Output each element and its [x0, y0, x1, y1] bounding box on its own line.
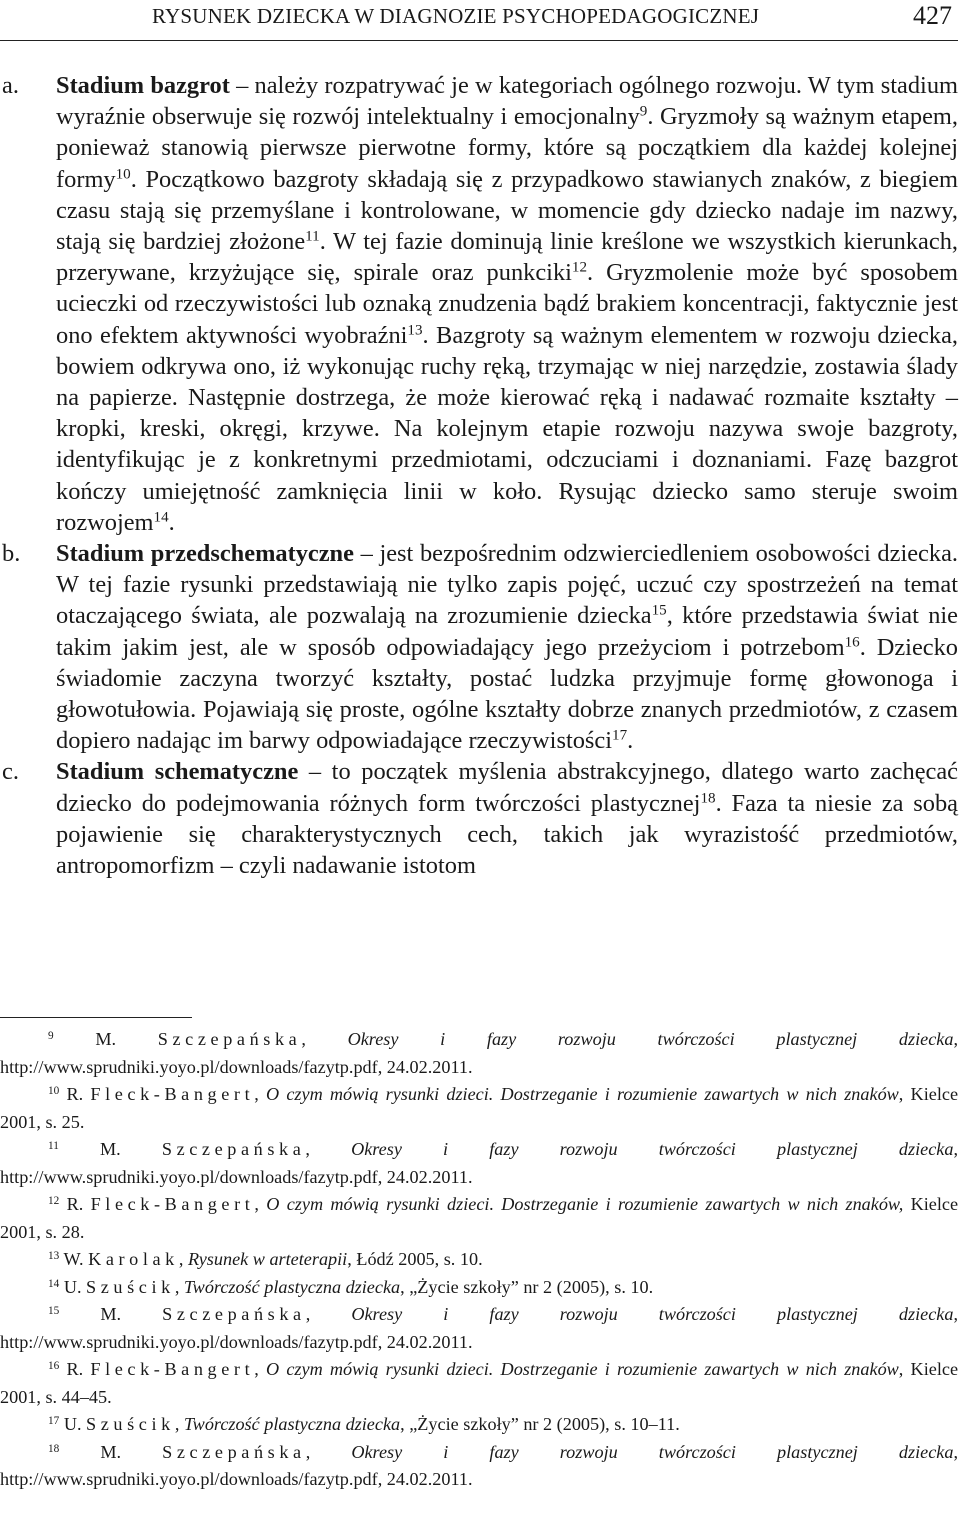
footnotes — [0, 1017, 958, 1494]
footnote-ref: 11 — [305, 228, 320, 245]
footnote-ref: 17 — [612, 727, 628, 744]
footnote-separator-text: , — [178, 1249, 188, 1269]
footnote-author: Szczepańska — [162, 1304, 306, 1324]
list-marker: c. — [2, 758, 19, 786]
paragraph: Stadium bazgrot – należy rozpatrywać je w kategoriach ogólnego rozwoju. W tym stadium wyraźnie obserwuje się rozwój intelektualny i emocjonalny$^9$. Gryzmoły są ważnym etapem, ponieważ stanowią pierwsze pierwotne formy, które są początkiem dla każdej kolejnej formy$^{10}$. Początkowo bazgroty składają się z przypadkowo stawianych znaków, z biegiem czasu stają się przemyślane i kontrolowane, w momencie gdy dziecko nadaje im nazwy, stają się bardziej złożone$^{11}$. W tej fazie dominują linie kreślone we wszystkich kierunkach, przerywane, krzyżujące się, spirale oraz punkciki$^{12}$. Gryzmolenie może być sposobem ucieczki od rzeczywistości lub oznaką znudzenia bądź brakiem koncentracji, faktycznie jest ono efektem aktywności wyobraźni$^{13}$. Bazgroty są ważnym elementem w rozwoju dziecka, bowiem odkrywa ono, iż wykonując ruchy ręką, trzymając w niej narzędzie, zostawia ślady na papierze. Następnie dostrzega, że może kierować ręką i nadawać rozmaite kształty – kropki, kreski, okręgi, krzywe. Na kolejnym etapie rozwoju nazywa swoje bazgroty, identyfikując je z konkretnymi przedmiotami, odczuciami i doznaniami. Fazę bazgrot kończy umiejętność zamknięcia linii w koło. Rysując dziecko samo steruje swoim rozwojem$^{14}$. — [56, 72, 959, 536]
footnote-number: 15 — [48, 1304, 60, 1317]
list-marker: b. — [2, 540, 21, 568]
footnote-details: , „Życie szkoły” nr 2 (2005), s. 10–11. — [400, 1414, 680, 1434]
footnote-title: O czym mówią rysunki dzieci. Dostrzeganie i rozumienie zawartych w nich znaków — [266, 1359, 899, 1379]
footnote — [0, 1439, 958, 1494]
footnote-number: 11 — [48, 1139, 59, 1152]
footnote — [0, 1356, 958, 1411]
footnote-details: , Łódź 2005, s. 10. — [347, 1249, 483, 1269]
footnote-separator-text: , — [254, 1359, 266, 1379]
footnote-author: Fleck-Bangert — [90, 1359, 255, 1379]
footnote-author: Szczepańska — [162, 1441, 306, 1462]
footnote-author: Szczepańska — [157, 1029, 302, 1049]
page-header — [0, 1, 958, 44]
footnote-author: Szuścik — [86, 1414, 175, 1434]
footnote-list — [0, 1026, 958, 1494]
page-number: 427 — [913, 1, 952, 30]
list-item-b — [0, 538, 958, 756]
footnote-details: , „Życie szkoły” nr 2 (2005), s. 10. — [400, 1276, 654, 1297]
paragraph: Stadium przedschematyczne – jest bezpośrednim odzwierciedleniem osobowości dziecka. W tej fazie rysunki przedstawiają nie tylko zapis pojęć, uczuć czy spostrzeżeń na temat otaczającego świata, ale pozwalają na zrozumienie dziecka$^{15}$, które przedstawia świat nie takim jakim jest, ale w sposób odpowiadający jego przeżyciom i potrzebom$^{16}$. Dziecko świadomie zaczyna tworzyć kształty, postać ludzka przyjmuje formę głowonoga i głowotułowia. Pojawiają się proste, ogólne kształty dobrze znanych przedmiotów, z czasem dopiero nadając im barwy odpowiadające rzeczywistości$^{17}$. — [56, 540, 958, 755]
stage-title: Stadium przedschematyczne — [56, 540, 354, 568]
footnote-author: Szczepańska — [161, 1139, 306, 1159]
footnote-separator-text: , — [174, 1414, 184, 1434]
footnote-number: 12 — [48, 1194, 60, 1207]
footnote-title: Okresy i fazy rozwoju twórczości plastycznej dziecka — [347, 1029, 954, 1049]
footnote-details: , http://www.sprudniki.yoyo.pl/downloads/fazytp.pdf, 24.02.2011. — [0, 1304, 959, 1352]
footnote-separator-text: , — [174, 1276, 184, 1297]
stage-title: Stadium bazgrot — [56, 72, 230, 99]
footnote — [0, 1081, 958, 1136]
footnote-details: , http://www.sprudniki.yoyo.pl/downloads/fazytp.pdf, 24.02.2011. — [0, 1029, 959, 1077]
footnote-author: Karolak — [88, 1249, 179, 1269]
main-text — [0, 70, 958, 881]
footnote-number: 13 — [48, 1249, 60, 1262]
paragraph: Stadium schematyczne – to początek myślenia abstrakcyjnego, dlatego warto zachęcać dziecko do podejmowania różnych form twórczości plastycznej$^{18}$. Faza ta niesie za sobą pojawienie się charakterystycznych cech, takich jak wyrazistość przedmiotów, antropomorfizm – czyli nadawanie istotom — [56, 758, 958, 880]
footnote-author-initial: U. — [63, 1414, 82, 1434]
footnote-title: Okresy i fazy rozwoju twórczości plastycznej dziecka — [351, 1139, 954, 1159]
footnote-ref: 10 — [115, 166, 131, 183]
footnote — [0, 1191, 958, 1246]
footnote-number: 10 — [48, 1084, 60, 1097]
footnote-separator — [0, 1017, 192, 1018]
footnote-number: 14 — [48, 1277, 60, 1290]
footnote-title: Rysunek w arteterapii — [187, 1249, 348, 1269]
footnote-number: 16 — [48, 1359, 60, 1372]
footnote-details: Kielce 2001, s. 28. — [0, 1194, 959, 1242]
header-rule — [0, 40, 958, 41]
footnote-author-initial: U. — [63, 1276, 82, 1297]
footnote-title: O czym mówią rysunki dzieci. Dostrzeganie i rozumienie zawartych w nich znaków — [266, 1084, 899, 1104]
footnote-author-initial: R. — [66, 1084, 84, 1104]
footnote-separator-text: , — [254, 1194, 267, 1214]
footnote-title: O czym mówią rysunki dzieci. Dostrzeganie i rozumienie zawartych w nich znaków, — [266, 1194, 904, 1214]
footnote-author-initial: M. — [95, 1029, 117, 1049]
footnote-author-initial: M. — [100, 1139, 121, 1159]
footnote-details: , Kielce 2001, s. 44–45. — [0, 1359, 959, 1407]
footnote-ref: 9 — [639, 103, 648, 120]
footnote-number: 17 — [48, 1414, 60, 1427]
footnote-title: Twórczość plastyczna dziecka — [183, 1414, 401, 1434]
footnote-ref: 13 — [407, 322, 423, 339]
footnote-number: 18 — [48, 1442, 60, 1455]
footnote-separator-text: , — [305, 1441, 352, 1462]
footnote — [0, 1246, 958, 1274]
footnote-ref: 14 — [153, 509, 169, 526]
footnote — [0, 1411, 958, 1439]
running-title: RYSUNEK DZIECKA W DIAGNOZIE PSYCHOPEDAGOGICZNEJ — [152, 4, 760, 28]
footnote-title: Okresy i fazy rozwoju twórczości plastycznej dziecka — [351, 1441, 954, 1462]
footnote-author-initial: M. — [100, 1304, 122, 1324]
footnote-title: Okresy i fazy rozwoju twórczości plastycznej dziecka — [351, 1304, 954, 1324]
footnote-author: Szuścik — [86, 1276, 175, 1297]
footnote — [0, 1301, 958, 1356]
footnote-author: Fleck-Bangert — [90, 1084, 255, 1104]
stage-title: Stadium schematyczne — [56, 758, 299, 786]
footnote-ref: 15 — [651, 603, 667, 620]
footnote-author-initial: M. — [100, 1441, 122, 1462]
footnote-author-initial: R. — [66, 1359, 84, 1379]
footnote-ref: 12 — [571, 259, 588, 276]
footnote-separator-text: , — [305, 1139, 352, 1159]
footnote-separator-text: , — [301, 1029, 348, 1049]
footnote-ref: 18 — [700, 790, 716, 807]
footnote-number: 9 — [48, 1029, 54, 1042]
footnote-separator-text: , — [305, 1304, 352, 1324]
footnote-ref: 16 — [844, 634, 860, 651]
footnote — [0, 1136, 958, 1191]
list-item-a — [0, 70, 958, 538]
footnote-separator-text: , — [254, 1084, 266, 1104]
footnote-details: , http://www.sprudniki.yoyo.pl/downloads/fazytp.pdf, 24.02.2011. — [0, 1139, 959, 1187]
footnote-author-initial: R. — [66, 1194, 84, 1214]
footnote-details: , http://www.sprudniki.yoyo.pl/downloads/fazytp.pdf, 24.02.2011. — [0, 1441, 959, 1489]
footnote — [0, 1274, 958, 1302]
footnote-author: Fleck-Bangert — [90, 1194, 255, 1214]
footnote-details: , Kielce 2001, s. 25. — [0, 1084, 959, 1132]
list-marker: a. — [2, 72, 19, 99]
list-item-c — [0, 756, 958, 881]
footnote-title: Twórczość plastyczna dziecka — [183, 1276, 401, 1297]
footnote — [0, 1026, 958, 1081]
footnote-author-initial: W. — [63, 1249, 84, 1269]
